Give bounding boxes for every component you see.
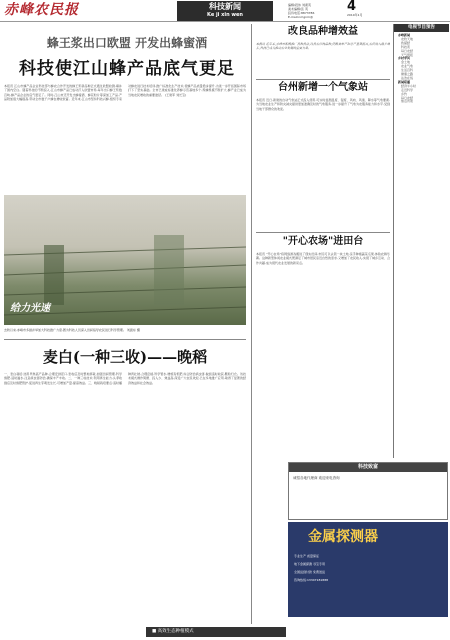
list-item: 金土地 <box>401 60 411 65</box>
list-item: 乡村季风 <box>398 56 411 61</box>
list-item: 致富经 <box>401 40 411 45</box>
right-top-body: 本报讯 近年来,赤峰市积极推广良种良法,改良农作物品种,使粮食单产和总产显著提高,农民收入稳步增长,科技已成为推动农业发展的重要力量。 <box>256 42 390 51</box>
list-item: 生活百科 <box>401 68 414 73</box>
article-b-body <box>4 372 246 622</box>
divider <box>256 232 390 233</box>
list-item: 走近科学 <box>401 87 414 92</box>
list-item: 乡约 <box>401 91 408 96</box>
lead-author: (王建军 刘长宝) <box>164 92 187 97</box>
tv-schedule-sidebar <box>393 24 449 458</box>
photo-credit: 刘振东 摄 <box>126 328 140 332</box>
page-number: 4 <box>347 0 357 14</box>
right-mid-body: 本报讯 近日,新建的自动气象站正式投入使用,可实时监测温度、湿度、风向、风速、降水等气象要素,为当地农业生产和防灾减灾提供更加准确及时的气象服务,进一步提升了气象为农服务能力和水平,受到当地干部群众的欢迎。 <box>256 98 390 111</box>
ad-headline: 金属探测器 <box>308 529 378 545</box>
photo-overlay-text: 给力光速 <box>10 303 50 314</box>
list-item: 科技苑 <box>401 44 411 49</box>
ad-line: 咨询热线:13347181888 <box>294 578 329 582</box>
list-item: 经济半小时 <box>401 83 417 88</box>
article-b-headline: 麦白(一种三收)——晚稻 <box>42 348 208 366</box>
editor-info <box>288 3 344 19</box>
advertisement-box <box>288 462 448 520</box>
list-item: 农牧天地 <box>401 36 414 41</box>
list-item: 每日农经 <box>401 95 414 100</box>
section-title: 科技新闻 <box>209 2 241 11</box>
newspaper-logo: 赤峰农民报 <box>4 2 79 18</box>
list-item: 法治在线 <box>401 75 414 80</box>
column-divider <box>251 24 252 624</box>
page-date: 2010年1月 <box>347 13 363 17</box>
sidebar-title: 电视节目预告 <box>394 24 449 32</box>
list-item: 赤峰新闻 <box>398 33 411 37</box>
section-title-box <box>177 1 273 21</box>
ad-line: 地下金属探测 寻宝专用 <box>294 562 325 566</box>
article-b-text: 一、麦白栽培:选用早熟高产品种,合理安排茬口,麦收后及时整地移栽,加强田间管理,科学施肥,适时灌水,注意病虫害防治,确保丰产丰收。二、一种三收技术:利用再生能力,头季收割后及时施肥管护,促进再生芽萌发生长,可增加产量,提高效益。三、晚稻栽培要点:适时播种育壮秧,合理密植,科学管水,增施有机肥,综合防治病虫害,做到适时收获,颗粒归仓。该技术模式操作简便、投入少、效益高,深受广大农民欢迎,已在多地推广应用,取得了显著的经济效益和社会效益。 <box>4 372 246 385</box>
ad-line: 专业生产 质量保证 <box>294 554 319 558</box>
info-line: E-mail:nmgnm@ <box>288 15 313 19</box>
section-title-en: Ke ji xin wen <box>207 12 243 18</box>
lead-subheadline: 蜂王浆出口欧盟 开发出蜂蜜酒 <box>46 36 208 50</box>
right-top-headline: 改良品种增效益 <box>288 26 358 37</box>
ad-body: 诚招各地代理商 欢迎来电咨询 <box>293 476 340 480</box>
info-line: 编辑/段伟 刘素英 <box>288 3 311 7</box>
field-photo <box>4 195 246 325</box>
photo-caption-text: 去秋以来,赤峰市多措并举加大科技推广力度,图为科技人员深入田间指导农民进行科学管理。 <box>4 328 126 332</box>
info-line: 美术编辑/张 英 <box>288 7 308 11</box>
info-line: 投诉电话:8873786 <box>288 11 315 15</box>
divider <box>4 339 246 340</box>
list-item: 焦点访谈 <box>401 99 414 104</box>
right-mid-headline: 台州新增一个气象站 <box>278 82 368 93</box>
divider <box>256 79 390 80</box>
list-item: 每日农经 <box>401 48 414 53</box>
list-item: 农业气象 <box>401 64 414 69</box>
lead-body-text: 本报讯 江山市蜂产品企业科技部与蜂农合作开发的蜂王浆新品种正式通过欧盟检测,填补了国内空白。随着科技的不断投入,江山市蜂产品已成功打入欧盟市场,每年出口蜂王浆数百吨,蜂产品企业的底气更足了。同时,江山市还开发出蜂蜜酒、蜂花粉片等深加工产品,产品附加值大幅提高,带动全市数千户蜂农增收致富。近年来,江山市坚持科技兴蜂,组织专家对蜂农进行技术培训,推广标准化生产技术,使蜂产品质量稳步提升,为进一步开拓国际市场打下了坚实基础。全市已建成标准化养蜂示范基地多个,养蜂规模不断扩大,蜂产业已成为当地农民增收的重要途径。 <box>4 84 246 101</box>
right-bottom-headline: "开心农场"进田台 <box>282 236 364 247</box>
metal-detector-ad <box>288 522 448 617</box>
sidebar-list <box>394 32 449 104</box>
right-bottom-body: 本报讯 "开心农场"将网络游戏搬进了现实田间,市民可以认领一块土地,亲手种植蔬菜瓜果,体验农耕乐趣。这种新型休闲农业模式既满足了城市居民亲近自然的需求,又增加了农民收入,实现了城乡互动、合作共赢,成为现代农业发展的新亮点。 <box>256 252 390 265</box>
lead-body <box>4 84 246 192</box>
photo-caption <box>4 328 246 337</box>
bottom-section-label: ■ 高效生态种植模式 <box>146 627 286 637</box>
list-item: 健康之路 <box>401 72 414 77</box>
lead-headline: 科技使江山蜂产品底气更足 <box>19 59 235 78</box>
list-item: 天气预报 <box>401 52 414 57</box>
list-item: 新闻联播 <box>398 79 411 84</box>
ad-line: 全国货到付款 免费送货 <box>294 570 325 574</box>
ad-title: 科技致富 <box>289 463 447 472</box>
